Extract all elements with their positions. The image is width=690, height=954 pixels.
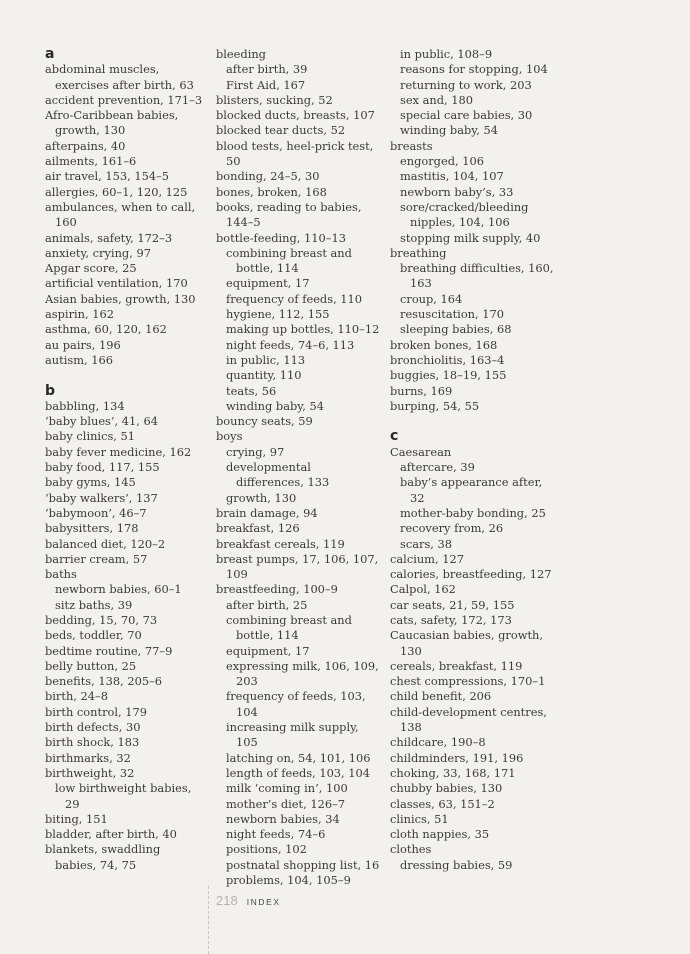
page-footer [216,893,281,908]
index-entry: birth, 24–8 [45,689,108,704]
index-subentry: increasing milk supply, 105 [226,720,359,750]
index-subentry: breathing difficulties, 160, 163 [400,261,554,291]
index-subentry: quantity, 110 [226,368,302,383]
index-subentry: after birth, 25 [226,597,308,612]
index-entry: bonding, 24–5, 30 [216,169,320,184]
index-entry: ‘babymoon’, 46–7 [45,505,147,520]
index-entry: Afro-Caribbean babies, growth, 130 [45,108,179,138]
index-entry: cereals, breakfast, 119 [390,658,523,673]
index-subentry: equipment, 17 [226,643,310,658]
section-letter: b [45,382,56,399]
index-entry: car seats, 21, 59, 155 [390,597,515,612]
index-entry: child-development centres, 138 [390,704,547,735]
index-entry: birthmarks, 32 [45,750,131,765]
index-entry: bedtime routine, 77–9 [45,643,173,658]
index-entry: calories, breastfeeding, 127 [390,567,552,582]
index-subentry: crying, 97 [226,444,285,459]
index-subentry: combining breast and bottle, 114 [226,245,352,276]
index-subentry: night feeds, 74–6 [226,827,326,842]
index-subentry: expressing milk, 106, 109, 203 [226,658,379,689]
index-entry: calcium, 127 [390,551,464,566]
index-subentry: winding baby, 54 [400,123,498,138]
index-entry: babysitters, 178 [45,521,139,536]
index-entry: Apgar score, 25 [45,261,137,276]
index-subentry: growth, 130 [226,490,297,505]
index-entry: Calpol, 162 [390,582,456,597]
index-entry: blocked tear ducts, 52 [216,123,346,138]
page-number: 218 [216,893,238,908]
index-column-2 [216,47,380,888]
index-entry: boys [216,429,243,444]
index-subentry: special care babies, 30 [400,108,533,123]
index-entry: birth control, 179 [45,704,147,719]
index-subentry: scars, 38 [400,536,453,551]
index-subentry: mastitis, 104, 107 [400,169,504,184]
index-entry: childminders, 191, 196 [390,750,524,765]
index-entry: bedding, 15, 70, 73 [45,612,158,627]
index-subentry: milk ‘coming in’, 100 [226,781,348,796]
index-subentry: newborn babies, 60–1 [55,582,182,597]
index-entry: bottle-feeding, 110–13 [216,230,346,245]
index-entry: breast pumps, 17, 106, 107, 109 [216,551,379,582]
index-entry: air travel, 153, 154–5 [45,169,170,184]
index-entry: Caucasian babies, growth, 130 [390,628,543,658]
index-entry: beds, toddler, 70 [45,628,142,643]
index-entry: Caesarean [390,444,452,459]
index-entry: biting, 151 [45,811,108,826]
index-entry: blood tests, heel-prick test, 50 [216,138,374,169]
index-subentry: newborn baby’s, 33 [400,184,514,199]
index-column-3 [390,47,560,873]
index-subentry: sitz baths, 39 [55,597,133,612]
index-subentry: First Aid, 167 [226,77,306,92]
index-subentry: reasons for stopping, 104 [400,62,548,77]
index-entry: bones, broken, 168 [216,184,327,199]
index-entry: babbling, 134 [45,398,125,413]
index-entry: baby food, 117, 155 [45,460,160,475]
index-entry: chubby babies, 130 [390,781,503,796]
index-subentry: returning to work, 203 [400,77,532,92]
index-entry: blankets, swaddling babies, 74, 75 [45,842,161,872]
index-entry: blisters, sucking, 52 [216,92,333,107]
index-subentry: length of feeds, 103, 104 [226,765,371,780]
index-subentry: dressing babies, 59 [400,857,513,872]
index-entry: baths [45,567,77,582]
index-entry: baby fever medicine, 162 [45,444,192,459]
index-subentry: stopping milk supply, 40 [400,230,541,245]
index-entry: benefits, 138, 205–6 [45,674,163,689]
index-subentry: winding baby, 54 [226,398,324,413]
index-entry: birth shock, 183 [45,735,140,750]
section-letter: a [45,46,55,62]
index-entry: birthweight, 32 [45,765,135,780]
index-entry: broken bones, 168 [390,337,498,352]
index-entry: autism, 166 [45,352,113,367]
index-subentry: latching on, 54, 101, 106 [226,750,371,765]
index-entry: birth defects, 30 [45,720,141,735]
index-subentry: in public, 113 [226,352,306,367]
index-entry: belly button, 25 [45,658,137,673]
index-subentry: combining breast and bottle, 114 [226,612,352,643]
section-letter: c [390,428,399,445]
index-entry: breakfast cereals, 119 [216,536,345,551]
index-entry: child benefit, 206 [390,689,492,704]
index-subentry: after birth, 39 [226,62,308,77]
index-entry: aspirin, 162 [45,307,114,322]
index-entry: barrier cream, 57 [45,551,148,566]
index-subentry: developmental differences, 133 [226,460,330,490]
index-entry: clothes [390,842,432,857]
section-gap [45,368,205,383]
index-entry: anxiety, crying, 97 [45,245,151,260]
index-entry: cats, safety, 172, 173 [390,612,512,627]
index-entry: au pairs, 196 [45,337,121,352]
index-entry: clinics, 51 [390,811,449,826]
index-entry: accident prevention, 171–3 [45,92,203,107]
index-entry: burping, 54, 55 [390,398,480,413]
index-entry: cloth nappies, 35 [390,827,490,842]
index-subentry: aftercare, 39 [400,460,475,475]
index-entry: breakfast, 126 [216,521,300,536]
index-entry: blocked ducts, breasts, 107 [216,108,375,123]
index-entry: buggies, 18–19, 155 [390,368,507,383]
index-entry: ‘baby blues’, 41, 64 [45,414,158,429]
index-subentry: engorged, 106 [400,154,484,169]
index-entry: allergies, 60–1, 120, 125 [45,184,188,199]
index-entry: afterpains, 40 [45,138,126,153]
index-entry: balanced diet, 120–2 [45,536,166,551]
index-entry: baby gyms, 145 [45,475,136,490]
index-entry: bouncy seats, 59 [216,414,313,429]
section-gap [390,414,560,429]
index-column-1 [45,47,205,873]
index-subentry: problems, 104, 105–9 [226,873,351,888]
index-entry: artificial ventilation, 170 [45,276,188,291]
index-subentry: night feeds, 74–6, 113 [226,337,355,352]
index-entry: bronchiolitis, 163–4 [390,352,505,367]
index-subentry: equipment, 17 [226,276,310,291]
index-entry: childcare, 190–8 [390,735,486,750]
index-subentry: low birthweight babies, 29 [55,781,192,811]
index-subentry: making up bottles, 110–12 [226,322,380,337]
index-entry: bladder, after birth, 40 [45,827,177,842]
index-subentry: positions, 102 [226,842,307,857]
index-subentry: in public, 108–9 [400,47,493,61]
index-entry: ‘baby walkers’, 137 [45,490,158,505]
index-entry: burns, 169 [390,383,453,398]
index-subentry: recovery from, 26 [400,521,504,536]
index-entry: ambulances, when to call, 160 [45,199,196,230]
index-entry: animals, safety, 172–3 [45,230,173,245]
index-subentry: frequency of feeds, 110 [226,291,363,306]
index-entry: breastfeeding, 100–9 [216,582,338,597]
index-subentry: mother-baby bonding, 25 [400,505,546,520]
index-entry: Asian babies, growth, 130 [45,291,196,306]
index-subentry: hygiene, 112, 155 [226,307,330,322]
index-entry: chest compressions, 170–1 [390,674,546,689]
index-subentry: frequency of feeds, 103, 104 [226,689,366,719]
index-entry: choking, 33, 168, 171 [390,765,516,780]
fold-line [208,886,209,954]
index-entry: bleeding [216,47,266,61]
index-entry: brain damage, 94 [216,505,318,520]
index-entry: classes, 63, 151–2 [390,796,495,811]
index-entry: breathing [390,245,447,260]
index-subentry: postnatal shopping list, 16 [226,857,380,872]
index-entry: books, reading to babies, 144–5 [216,199,362,230]
index-entry: baby clinics, 51 [45,429,136,444]
index-entry: asthma, 60, 120, 162 [45,322,167,337]
index-subentry: resuscitation, 170 [400,307,505,322]
index-subentry: mother’s diet, 126–7 [226,796,346,811]
index-entry: breasts [390,138,433,153]
index-subentry: teats, 56 [226,383,277,398]
index-subentry: sex and, 180 [400,92,474,107]
index-subentry: croup, 164 [400,291,463,306]
section-label: INDEX [246,897,281,907]
index-subentry: newborn babies, 34 [226,811,340,826]
index-entry: ailments, 161–6 [45,154,137,169]
index-subentry: sore/cracked/bleeding nipples, 104, 106 [400,199,529,230]
index-subentry: baby’s appearance after, 32 [400,475,543,505]
index-entry: abdominal muscles, exercises after birth, 63 [45,62,194,92]
index-subentry: sleeping babies, 68 [400,322,512,337]
